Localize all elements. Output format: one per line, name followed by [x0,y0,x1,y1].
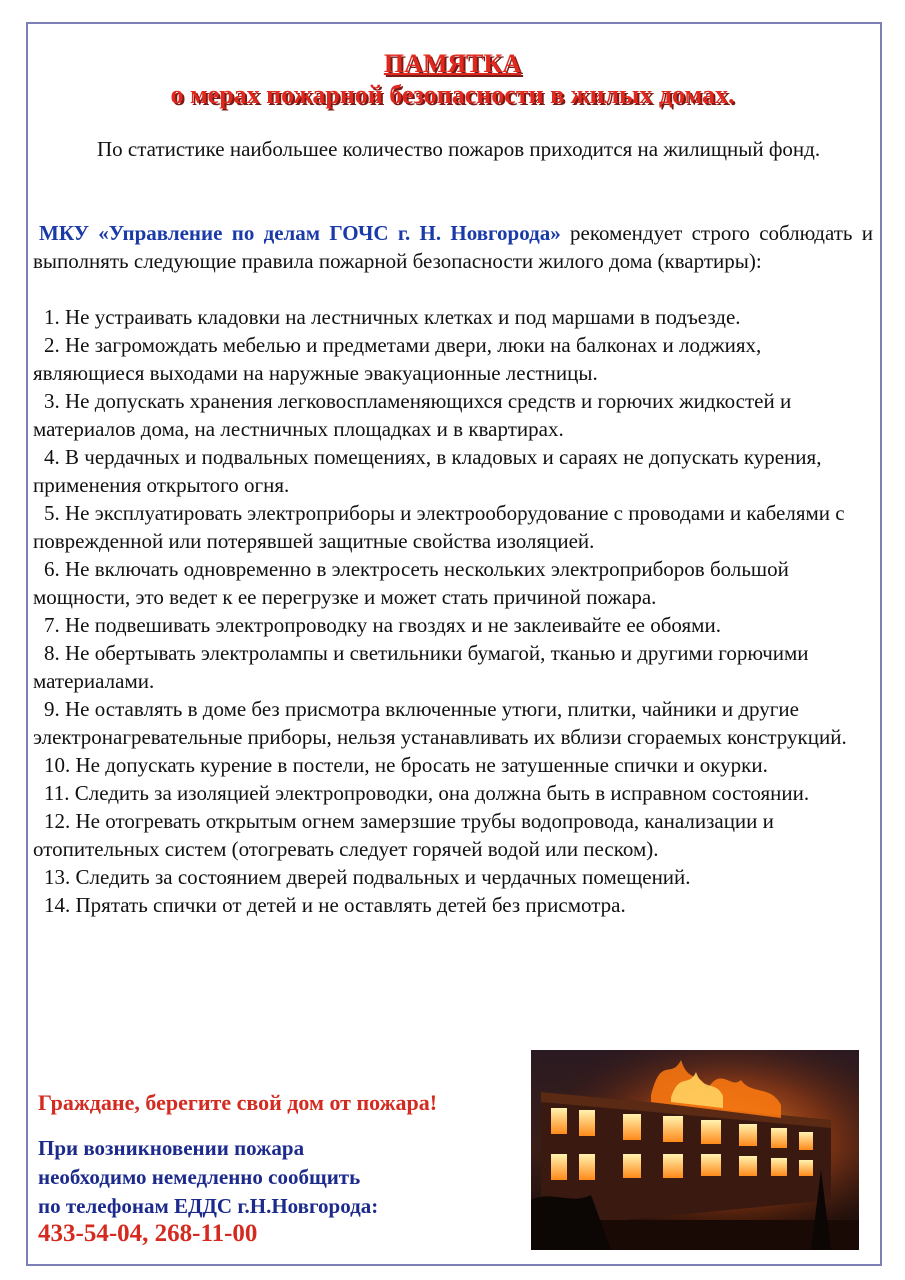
report-instructions [38,1134,378,1221]
rule-item: 5. Не эксплуатировать электроприборы и электрооборудование с проводами и кабелями с поврежденной или потерявшей защитные свойства изоляцией. [33,501,845,553]
rule-item: 3. Не допускать хранения легковоспламеняющихся средств и горючих жидкостей и материалов дома, на лестничных площадках и в квартирах. [33,389,792,441]
rule-item: 6. Не включать одновременно в электросеть нескольких электроприборов большой мощности, это ведет к ее перегрузке и может стать причиной пожара. [33,557,789,609]
org-name: МКУ «Управление по делам ГОЧС г. Н. Новгорода» [39,221,561,245]
rule-item: 7. Не подвешивать электропроводку на гвоздях и не заклеивайте ее обоями. [44,613,721,637]
org-text: рекомендует строго соблюдать и выполнять следующие правила пожарной безопасности жилого дома (квартиры): [33,221,873,273]
rules-list [33,303,873,919]
rule-item: 1. Не устраивать кладовки на лестничных клетках и под маршами в подъезде. [44,305,741,329]
report-line: При возникновении пожара [38,1136,305,1160]
rule-item: 9. Не оставлять в доме без присмотра включенные утюги, плитки, чайники и другие электронагревательные приборы, нельзя устанавливать их вблизи сгораемых конструкций. [33,697,847,749]
rule-item: 11. Следить за изоляцией электропроводки, она должна быть в исправном состоянии. [44,781,810,805]
rule-item: 12. Не отогревать открытым огнем замерзшие трубы водопровода, канализации и отопительных систем (отогревать следует горячей водой или песком). [33,809,774,861]
report-line: необходимо немедленно сообщить [38,1165,361,1189]
rule-item: 8. Не обертывать электролампы и светильники бумагой, тканью и другими горючими материалами. [33,641,809,693]
report-line: по телефонам ЕДДС г.Н.Новгорода: [38,1194,379,1218]
emergency-phones: 433-54-04, 268-11-00 [38,1220,258,1247]
page-subtitle: о мерах пожарной безопасности в жилых домах. [170,80,735,109]
rule-item: 13. Следить за состоянием дверей подвальных и чердачных помещений. [44,865,691,889]
page-title: ПАМЯТКА [383,49,522,78]
rule-item: 4. В чердачных и подвальных помещениях, в кладовых и сараях не допускать курения, применения открытого огня. [33,445,822,497]
burning-building-photo [531,1050,859,1250]
header [0,48,905,110]
intro-paragraph: По статистике наибольшее количество пожаров приходится на жилищный фонд. [97,137,821,161]
org-paragraph [33,219,873,275]
rule-item: 10. Не допускать курение в постели, не бросать не затушенные спички и окурки. [44,753,768,777]
rule-item: 2. Не загромождать мебелью и предметами двери, люки на балконах и лоджиях, являющиеся выходами на наружные эвакуационные лестницы. [33,333,762,385]
appeal-text: Граждане, берегите свой дом от пожара! [38,1090,438,1115]
rule-item: 14. Прятать спички от детей и не оставлять детей без присмотра. [44,893,626,917]
